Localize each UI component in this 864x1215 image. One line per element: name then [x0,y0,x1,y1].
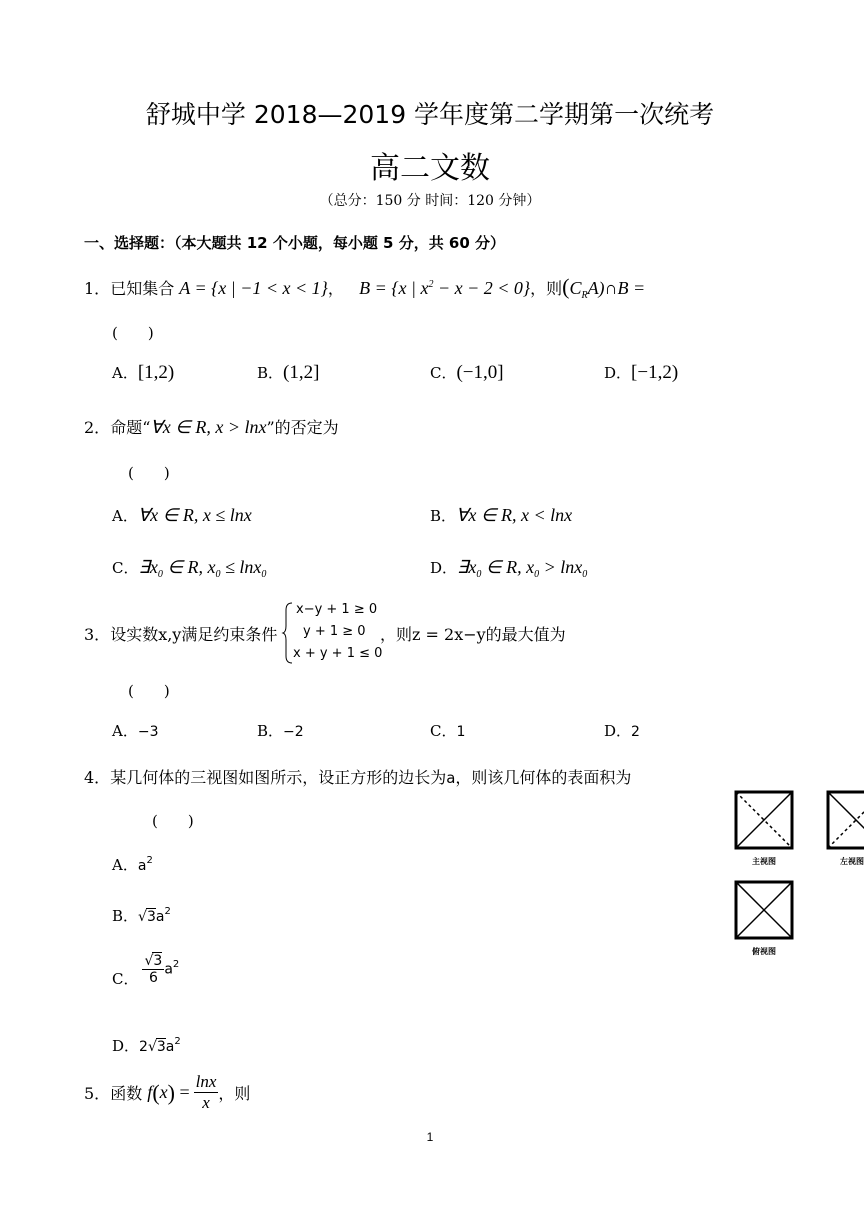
question-5: 5． 函数 f ( x ) = $\frac{\ln x}{x}$ ，则 [84,1072,251,1112]
exam-subtitle: 高二文数 [370,151,490,186]
front-view-figure [734,790,794,850]
q4-option-d[interactable]: D．$2√3a^2$ [112,1036,181,1055]
q2-option-b[interactable]: B．∀x ∈ R, x < lnx [430,505,573,525]
answer-paren: ( ) [112,324,154,342]
question-number: 4． [84,768,111,787]
q3-option-d[interactable]: D．2 [604,722,640,740]
side-view-caption: 左视图 [840,857,864,866]
question-number: 2． [84,418,111,437]
front-view-caption: 主视图 [752,857,776,866]
q3-option-c[interactable]: C．1 [430,722,466,740]
conjunction: ，则 [530,279,563,298]
q3-option-a[interactable]: A．−3 [112,722,159,740]
answer-paren: ( ) [128,682,170,700]
question-3: 3．设实数x,y满足约束条件 [84,625,278,644]
page-number: 1 [426,1130,434,1144]
q1-option-a[interactable]: A．[1,2) [112,362,175,383]
q1-option-b[interactable]: B．(1,2] [257,362,320,383]
q4-option-a[interactable]: A．$a^2$ [112,855,153,874]
set-a: A = {x | −1 < x < 1} [179,278,328,298]
q2-option-a[interactable]: A．∀x ∈ R, x ≤ lnx [112,505,252,525]
question-number: 5． [84,1084,111,1103]
q4-option-b[interactable]: B．$√3a^2$ [112,906,171,925]
question-4: 4．某几何体的三视图如图所示，设正方形的边长为a，则该几何体的表面积为 [84,768,632,787]
answer-paren: ( ) [128,464,170,482]
top-view-caption: 俯视图 [752,947,776,956]
complement-expr: $C_RA)\cap B$ = [569,278,646,301]
answer-paren: ( ) [152,812,194,830]
question-3-suffix: ，则z = 2x−y的最大值为 [380,625,566,644]
q2-option-c[interactable]: C．$\exists x_0$ ∈ R, $x_0 \le \ln x_0$ [112,557,267,580]
question-1: 1．已知集合 A = {x | −1 < x < 1}， B = {x | $x^2 - x - 2 < 0$}，则$(C_RA)\cap B$ = [84,274,646,301]
question-number: 1． [84,279,111,298]
q1-option-d[interactable]: D．[−1,2) [604,362,679,383]
question-number: 3． [84,625,111,644]
question-stem: 已知集合 [110,279,175,298]
question-2: 2．命题“∀x ∈ R, x > lnx”的否定为 [84,417,339,437]
constraint-1: x−y + 1 ≥ 0 [296,602,378,617]
exam-title: 舒城中学 2018—2019 学年度第二学期第一次统考 [145,100,715,129]
constraint-2: y + 1 ≥ 0 [303,624,366,639]
constraint-3: x + y + 1 ≤ 0 [293,646,383,661]
proposition: ∀x ∈ R, x > lnx [150,417,267,437]
q2-option-d[interactable]: D．$\exists x_0$ ∈ R, $x_0 > \ln x_0$ [430,557,588,580]
q1-option-c[interactable]: C．(−1,0] [430,362,504,383]
exam-info: （总分：150 分 时间：120 分钟） [319,193,541,209]
set-b: B = {x | $x^2 - x - 2 < 0$} [359,278,531,298]
section-heading: 一、选择题：（本大题共 12 个小题，每小题 5 分，共 60 分） [84,234,506,252]
top-view-figure [734,880,794,940]
q4-option-c[interactable]: C． $\frac{√3}{6}$ $a^2$ [112,953,180,988]
side-view-figure [826,790,860,850]
comma: ， [327,279,344,298]
q3-option-b[interactable]: B．−2 [257,722,304,740]
